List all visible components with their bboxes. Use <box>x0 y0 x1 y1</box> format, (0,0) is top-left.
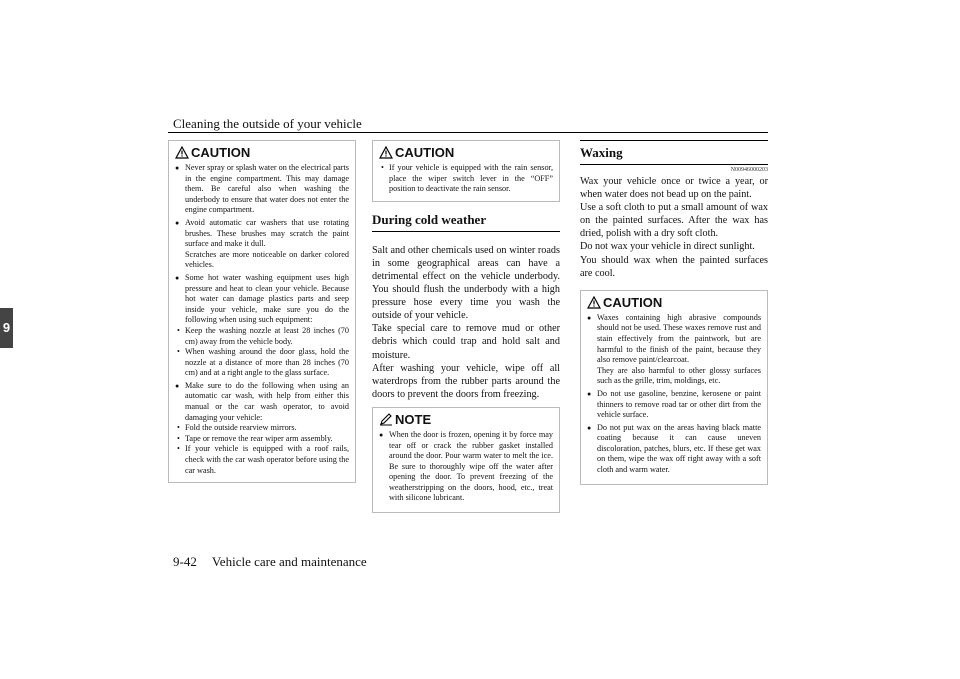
caution-item: ● Do not put wax on the areas having black matte coating because it can cause uneven discoloration, patches, blurs, etc. If these get wax on them, wipe the wax off right away with a soft cloth and warm water. <box>587 423 761 476</box>
caution-item: ● Make sure to do the following when using an automatic car wash, with help from either this manual or the car wash operator, to avoid damaging your vehicle: <box>175 381 349 423</box>
caution-item: ● Never spray or splash water on the electrical parts in the engine compartment. This may damage them. Be careful also when washing the underbody to ensure that water does not enter the engine compartment. <box>175 163 349 216</box>
caution-subitem: • Tape or remove the rear wiper arm assembly. <box>175 434 349 445</box>
caution-subitem: • If your vehicle is equipped with a roof rails, check with the car wash operator before using the car wash. <box>175 444 349 476</box>
caution-text: Waxes containing high abrasive compounds should not be used. These waxes remove rust and stain effectively from the paintwork, but are harmful to the finish of the paint, because they also remove paint/clearcoat. <box>597 312 761 365</box>
column-2 <box>372 140 560 513</box>
caution-subitem: • When washing around the door glass, hold the nozzle at a distance of more than 28 inches (70 cm) and at a right angle to the glass surface. <box>175 347 349 379</box>
caution-box-washing <box>168 140 356 483</box>
caution-text: Scratches are more noticeable on darker colored vehicles. <box>185 249 349 270</box>
note-item: ● When the door is frozen, opening it by force may tear off or crack the rubber gasket installed around the door. Pour warm water to melt the ice. Be sure to thoroughly wipe off the water after opening the door. To prevent freezing of the weatherstripping on the doors, hood, etc., treat with silicone lubricant. <box>379 430 553 504</box>
body-paragraph: Do not wax your vehicle in direct sunlight. <box>580 241 755 253</box>
caution-subitem: • Fold the outside rearview mirrors. <box>175 423 349 434</box>
caution-item: ● Do not use gasoline, benzine, kerosene or paint thinners to remove road tar or other dirt from the vehicle surface. <box>587 389 761 421</box>
warning-triangle-icon <box>587 296 601 309</box>
body-paragraph: Take special care to remove mud or other debris which could trap and hold salt and moisture. <box>372 323 560 361</box>
warning-triangle-icon <box>379 146 393 159</box>
page-footer <box>173 554 367 570</box>
caution-box-waxing <box>580 290 768 485</box>
body-paragraph: Wax your vehicle once or twice a year, or when water does not bead up on the paint. <box>580 176 768 201</box>
caution-item <box>587 313 761 387</box>
column-1 <box>168 140 356 483</box>
document-code: N00946000203 <box>730 167 768 173</box>
warning-triangle-icon <box>175 146 189 159</box>
body-paragraph: Salt and other chemicals used on winter roads in some geographical areas can have a detrimental effect on the vehicle underbody. You should flush the underbody with a high pressure hose every time you wash the outside of your vehicle. <box>372 244 560 322</box>
caution-box-rain-sensor <box>372 140 560 202</box>
caution-item: ● Some hot water washing equipment uses high pressure and heat to clean your vehicle. Because hot water can damage plastics parts and seep inside your vehicle, make sure you do the following when using such equipment: <box>175 273 349 326</box>
pencil-icon <box>379 413 393 426</box>
caution-text: They are also harmful to other glossy surfaces such as the grille, trim, moldings, etc. <box>597 365 761 386</box>
body-paragraph: You should wax when the painted surfaces are cool. <box>580 254 768 279</box>
note-label: NOTE <box>395 411 432 427</box>
footer-section: Vehicle care and maintenance <box>211 554 367 569</box>
caution-label: CAUTION <box>395 145 455 160</box>
caution-subitem: • If your vehicle is equipped with the rain sensor, place the wiper switch lever in the “OFF” position to deactivate the rain sensor. <box>379 163 553 195</box>
column-3 <box>580 140 768 485</box>
caution-subitem: • Keep the washing nozzle at least 28 inches (70 cm) away from the vehicle body. <box>175 326 349 347</box>
caution-item <box>175 218 349 271</box>
section-title-cold-weather: During cold weather <box>372 212 560 232</box>
body-paragraph: Use a soft cloth to put a small amount of wax on the painted surfaces. After the wax has dried, polish with a dry soft cloth. <box>580 202 768 240</box>
caution-label: CAUTION <box>603 294 663 310</box>
chapter-tab: 9 <box>0 308 13 348</box>
caution-heading <box>175 145 349 160</box>
caution-text: Avoid automatic car washers that use rotating brushes. These brushes may scratch the paint surface and make it dull. <box>185 217 349 249</box>
page-number: 9-42 <box>173 554 197 569</box>
body-paragraph: After washing your vehicle, wipe off all waterdrops from the rubber parts around the doors to prevent the doors from freezing. <box>372 362 560 400</box>
header-rule <box>168 132 768 133</box>
section-title-waxing: Waxing <box>580 140 768 165</box>
caution-heading <box>587 295 761 310</box>
caution-heading <box>379 145 553 160</box>
note-heading <box>379 412 553 427</box>
note-box-frozen-door <box>372 407 560 513</box>
page-header-title: Cleaning the outside of your vehicle <box>173 116 362 131</box>
caution-label: CAUTION <box>191 145 251 160</box>
